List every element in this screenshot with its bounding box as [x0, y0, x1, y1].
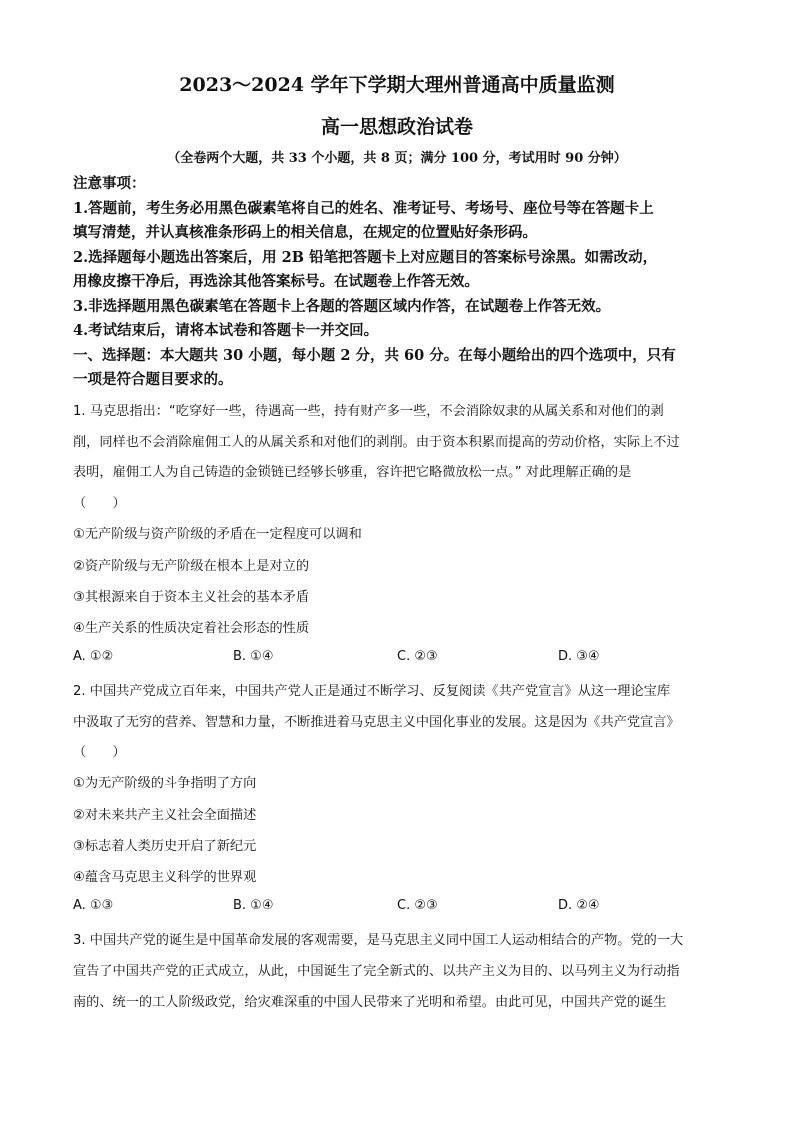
question-2-text: 中汲取了无穷的营养、智慧和力量，不断推进着马克思主义中国化事业的发展。这是因为《共产党宣言》: [73, 715, 680, 730]
question-1-blank: （ ）: [73, 496, 126, 511]
question-1-item: ①无产阶级与资产阶级的矛盾在一定程度可以调和: [73, 527, 362, 542]
notice-line: 4.考试结束后，请将本试卷和答题卡一并交回。: [73, 322, 379, 339]
question-2-item: ②对未来共产主义社会全面描述: [73, 808, 257, 823]
section-heading: 一项是符合题目要求的。: [73, 371, 233, 388]
notice-heading: 注意事项：: [73, 175, 146, 192]
question-1-item: ②资产阶级与无产阶级在根本上是对立的: [73, 559, 310, 574]
notice-line: 3.非选择题用黑色碳素笔在答题卡上各题的答题区域内作答，在试题卷上作答无效。: [73, 298, 611, 315]
section-heading: 一、选择题：本大题共 30 小题，每小题 2 分，共 60 分。在每小题给出的四个选项中，只有: [73, 347, 676, 364]
question-2-option-a[interactable]: A. ①③: [73, 898, 114, 913]
notice-line: 用橡皮擦干净后，再选涂其他答案标号。在试题卷上作答无效。: [73, 273, 479, 290]
question-3-text: 宣告了中国共产党的正式成立，从此，中国诞生了完全新式的、以共产主义为目的、以马列主义为行动指: [73, 964, 680, 979]
notice-line: 1.答题前，考生务必用黑色碳素笔将自己的姓名、准考证号、考场号、座位号等在答题卡上: [73, 200, 654, 217]
exam-subtitle: 高一思想政治试卷: [320, 116, 473, 138]
question-2-item: ①为无产阶级的斗争指明了方向: [73, 776, 257, 791]
question-3-text: 3. 中国共产党的诞生是中国革命发展的客观需要，是马克思主义同中国工人运动相结合的产物。党的一大: [73, 933, 684, 948]
question-1-option-c[interactable]: C. ②③: [397, 649, 438, 664]
exam-title: 2023～2024 学年下学期大理州普通高中质量监测: [179, 74, 615, 96]
question-1-text: 表明，雇佣工人为自己铸造的金锁链已经够长够重，容许把它略微放松一点。” 对此理解正确的是: [73, 465, 632, 480]
question-2-option-c[interactable]: C. ②③: [397, 898, 438, 913]
question-1-option-d[interactable]: D. ③④: [558, 649, 600, 664]
question-1-text: 削，同样也不会消除雇佣工人的从属关系和对他们的剥削。由于资本积累而提高的劳动价格，实际上不过: [73, 435, 680, 450]
question-1-option-a[interactable]: A. ①②: [73, 649, 114, 664]
question-2-option-d[interactable]: D. ②④: [558, 898, 600, 913]
notice-line: 填写清楚，并认真核准条形码上的相关信息，在规定的位置贴好条形码。: [73, 224, 537, 241]
question-2-option-b[interactable]: B. ①④: [233, 898, 274, 913]
exam-info: （全卷两个大题，共 33 个小题，共 8 页；满分 100 分，考试用时 90 分钟）: [167, 151, 627, 166]
question-2-item: ④蕴含马克思主义科学的世界观: [73, 870, 257, 885]
question-1-item: ③其根源来自于资本主义社会的基本矛盾: [73, 590, 310, 605]
question-1-text: 1. 马克思指出：“吃穿好一些，待遇高一些，持有财产多一些，不会消除奴隶的从属关系和对他们的剥: [73, 404, 664, 419]
question-3-text: 南的、统一的工人阶级政党，给灾难深重的中国人民带来了光明和希望。由此可见，中国共产党的诞生: [73, 995, 667, 1010]
question-2-item: ③标志着人类历史开启了新纪元: [73, 839, 257, 854]
question-2-text: 2. 中国共产党成立百年来，中国共产党人正是通过不断学习、反复阅读《共产党宣言》从这一理论宝库: [73, 684, 671, 699]
question-1-item: ④生产关系的性质决定着社会形态的性质: [73, 621, 310, 636]
question-1-option-b[interactable]: B. ①④: [233, 649, 274, 664]
question-2-blank: （ ）: [73, 745, 126, 760]
notice-line: 2.选择题每小题选出答案后，用 2B 铅笔把答题卡上对应题目的答案标号涂黑。如需改动，: [73, 249, 658, 266]
